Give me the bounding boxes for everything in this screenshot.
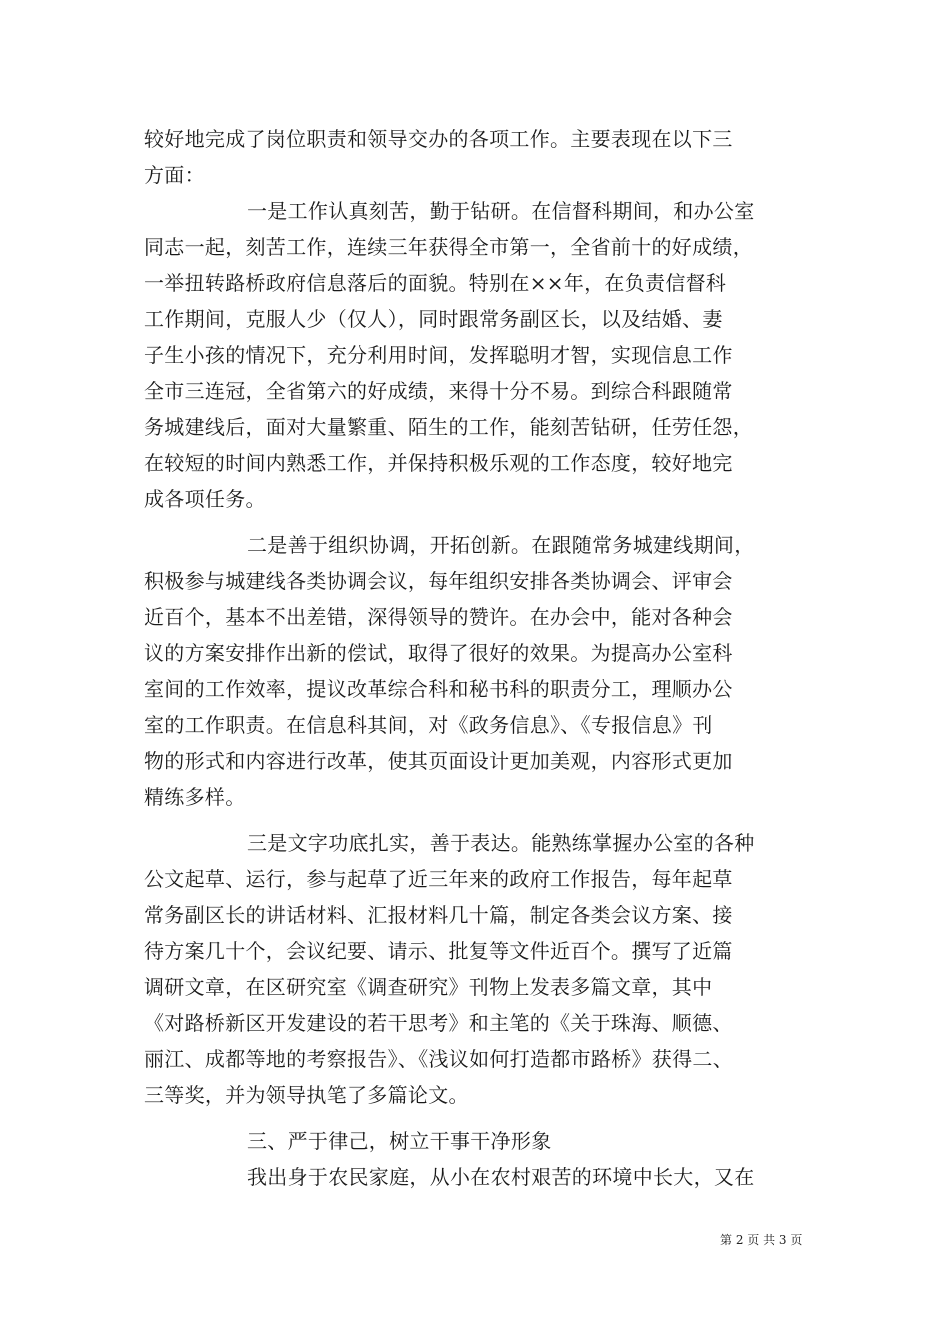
- paragraph-heading-line: 一是工作认真刻苦，勤于钻研。在信督科期间，和办公室: [247, 199, 755, 223]
- text-line: 三等奖，并为领导执笔了多篇论文。: [144, 1083, 469, 1107]
- text-line: 待方案几十个，会议纪要、请示、批复等文件近百个。撰写了近篇: [144, 939, 733, 963]
- text-line: 公文起草、运行，参与起草了近三年来的政府工作报告，每年起草: [144, 867, 733, 891]
- paragraph-heading-line: 二是善于组织协调，开拓创新。在跟随常务城建线期间，: [247, 533, 755, 557]
- text-line: 议的方案安排作出新的偿试，取得了很好的效果。为提高办公室科: [144, 641, 733, 665]
- text-line: 调研文章，在区研究室《调查研究》刊物上发表多篇文章，其中: [144, 975, 713, 999]
- text-line: 丽江、成都等地的考察报告》、《浅议如何打造都市路桥》获得二、: [144, 1047, 733, 1071]
- text-line: 成各项任务。: [144, 487, 266, 511]
- text-line: 近百个，基本不出差错，深得领导的赞许。在办会中，能对各种会: [144, 605, 733, 629]
- section-heading: 三、严于律己，树立干事干净形象: [247, 1129, 552, 1153]
- text-line: 子生小孩的情况下，充分利用时间，发挥聪明才智，实现信息工作: [144, 343, 733, 367]
- text-line: 室间的工作效率，提议改革综合科和秘书科的职责分工，理顺办公: [144, 677, 733, 701]
- text-line: 在较短的时间内熟悉工作，并保持积极乐观的工作态度，较好地完: [144, 451, 733, 475]
- text-line: 务城建线后，面对大量繁重、陌生的工作，能刻苦钻研，任劳任怨，: [144, 415, 753, 439]
- text-line: 精练多样。: [144, 785, 246, 809]
- text-line: 全市三连冠，全省第六的好成绩，来得十分不易。到综合科跟随常: [144, 379, 733, 403]
- text-line: 较好地完成了岗位职责和领导交办的各项工作。主要表现在以下三: [144, 127, 733, 151]
- paragraph-heading-line: 三是文字功底扎实，善于表达。能熟练掌握办公室的各种: [247, 831, 755, 855]
- text-line: 《对路桥新区开发建设的若干思考》和主笔的《关于珠海、顺德、: [144, 1011, 733, 1035]
- text-line: 方面：: [144, 163, 205, 187]
- text-line: 常务副区长的讲话材料、汇报材料几十篇，制定各类会议方案、接: [144, 903, 733, 927]
- text-line: 积极参与城建线各类协调会议，每年组织安排各类协调会、评审会: [144, 569, 733, 593]
- text-line: 一举扭转路桥政府信息落后的面貌。特别在××年，在负责信督科: [144, 271, 727, 295]
- page-number: 第 2 页 共 3 页: [720, 1233, 803, 1247]
- text-line: 同志一起，刻苦工作，连续三年获得全市第一，全省前十的好成绩，: [144, 235, 753, 259]
- text-line: 工作期间，克服人少（仅人），同时跟常务副区长，以及结婚、妻: [144, 307, 723, 331]
- text-line: 物的形式和内容进行改革，使其页面设计更加美观，内容形式更加: [144, 749, 733, 773]
- paragraph-heading-line: 我出身于农民家庭，从小在农村艰苦的环境中长大，又在: [247, 1165, 755, 1189]
- text-line: 室的工作职责。在信息科其间，对《政务信息》、《专报信息》刊: [144, 713, 713, 737]
